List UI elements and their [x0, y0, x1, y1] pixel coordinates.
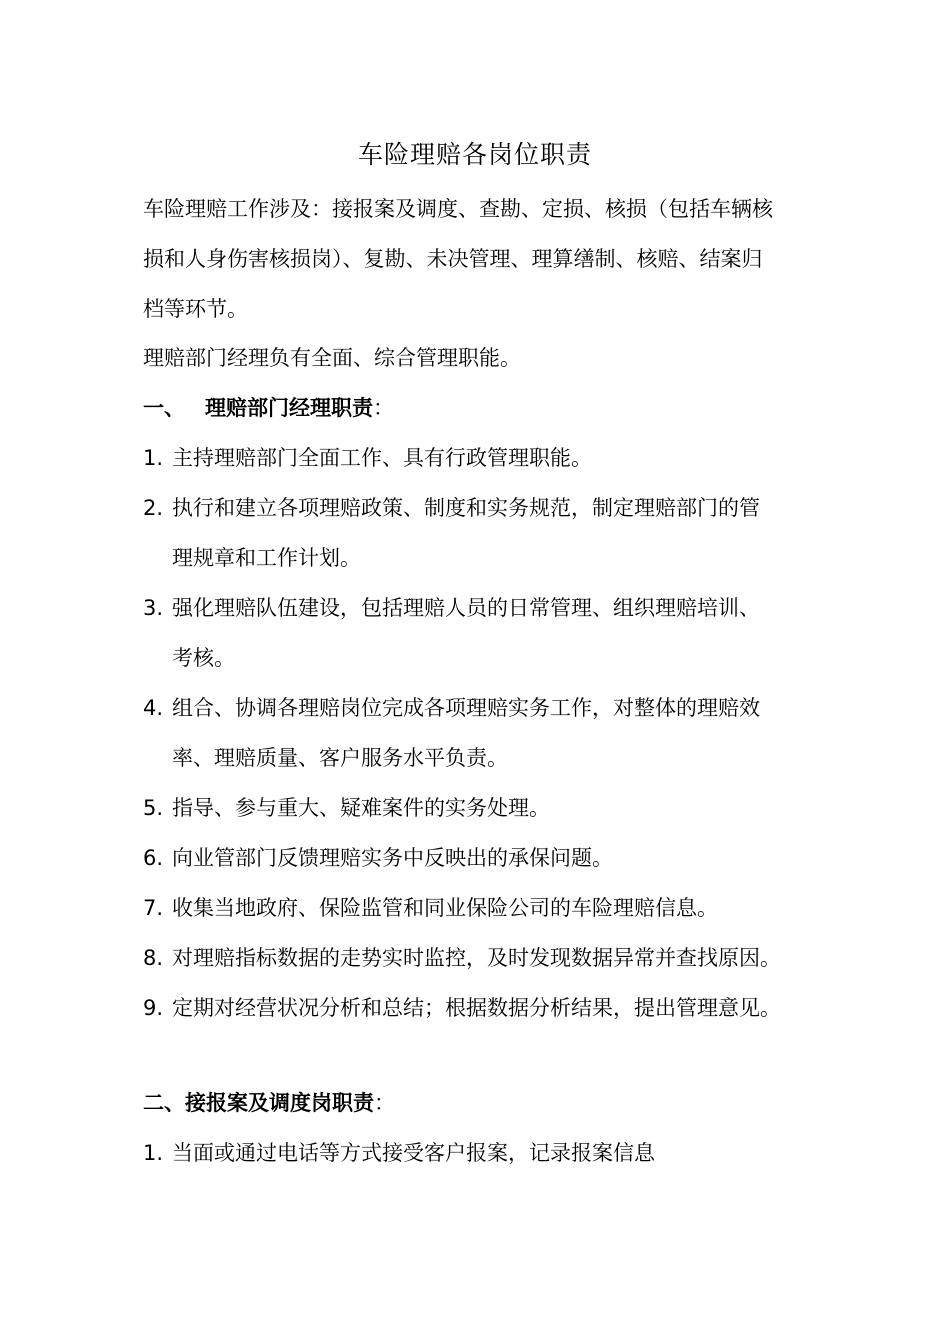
list-item-text: 执行和建立各项理赔政策、制度和实务规范，制定理赔部门的管: [172, 496, 760, 520]
intro-line: 损和人身伤害核损岗）、复勘、未决管理、理算缮制、核赔、结案归: [143, 247, 763, 271]
list-item: [143, 933, 823, 983]
list-item-number: 7.: [143, 896, 164, 920]
section-1-title: 理赔部门经理职责: [205, 396, 373, 420]
section-1-colon: ：: [373, 396, 394, 420]
list-item-number: 1.: [143, 1141, 164, 1165]
list-item-text: 强化理赔队伍建设，包括理赔人员的日常管理、组织理赔培训、: [172, 596, 760, 620]
list-item-text: 向业管部门反馈理赔实务中反映出的承保问题。: [172, 846, 613, 870]
intro-paragraph-2: 理赔部门经理负有全面、综合管理职能。: [143, 346, 521, 370]
list-item-text: 率、理赔质量、客户服务水平负责。: [172, 746, 508, 770]
section-1-heading: [143, 383, 823, 433]
section-1-number: 一、: [143, 396, 185, 420]
list-item-text: 考核。: [172, 646, 235, 670]
list-item-number: 6.: [143, 846, 164, 870]
section-2-heading: [143, 1078, 823, 1128]
list-item: [143, 883, 823, 933]
list-item-text: 定期对经营状况分析和总结；根据数据分析结果，提出管理意见。: [172, 996, 781, 1020]
intro-line: 车险理赔工作涉及：接报案及调度、查勘、定损、核损（包括车辆核: [143, 197, 773, 221]
section-2-colon: ：: [374, 1091, 395, 1115]
list-item-number: 8.: [143, 946, 164, 970]
list-item: [143, 1128, 823, 1178]
list-item: [143, 783, 823, 833]
section-2-title: 二、接报案及调度岗职责: [143, 1091, 374, 1115]
list-item-text: 指导、参与重大、疑难案件的实务处理。: [172, 796, 550, 820]
section-1-list: [143, 433, 823, 1033]
list-item: [143, 483, 823, 583]
list-item: [143, 983, 823, 1033]
list-item-number: 2.: [143, 496, 164, 520]
list-item-number: 4.: [143, 696, 164, 720]
list-item-text: 组合、协调各理赔岗位完成各项理赔实务工作，对整体的理赔效: [172, 696, 760, 720]
document-title: 车险理赔各岗位职责: [357, 140, 592, 169]
list-item-number: 3.: [143, 596, 164, 620]
list-item-text: 主持理赔部门全面工作、具有行政管理职能。: [172, 446, 592, 470]
list-item-number: 5.: [143, 796, 164, 820]
list-item-text: 收集当地政府、保险监管和同业保险公司的车险理赔信息。: [172, 896, 718, 920]
list-item: [143, 683, 823, 783]
list-item-number: 1.: [143, 446, 164, 470]
intro-paragraph: [143, 184, 815, 334]
list-item-text: 理规章和工作计划。: [172, 546, 361, 570]
section-2-list: [143, 1128, 823, 1178]
list-item-text: 当面或通过电话等方式接受客户报案，记录报案信息: [172, 1141, 655, 1165]
list-item-number: 9.: [143, 996, 164, 1020]
list-item: [143, 433, 823, 483]
intro-line: 档等环节。: [143, 297, 248, 321]
list-item: [143, 583, 823, 683]
list-item: [143, 833, 823, 883]
list-item-text: 对理赔指标数据的走势实时监控，及时发现数据异常并查找原因。: [172, 946, 781, 970]
